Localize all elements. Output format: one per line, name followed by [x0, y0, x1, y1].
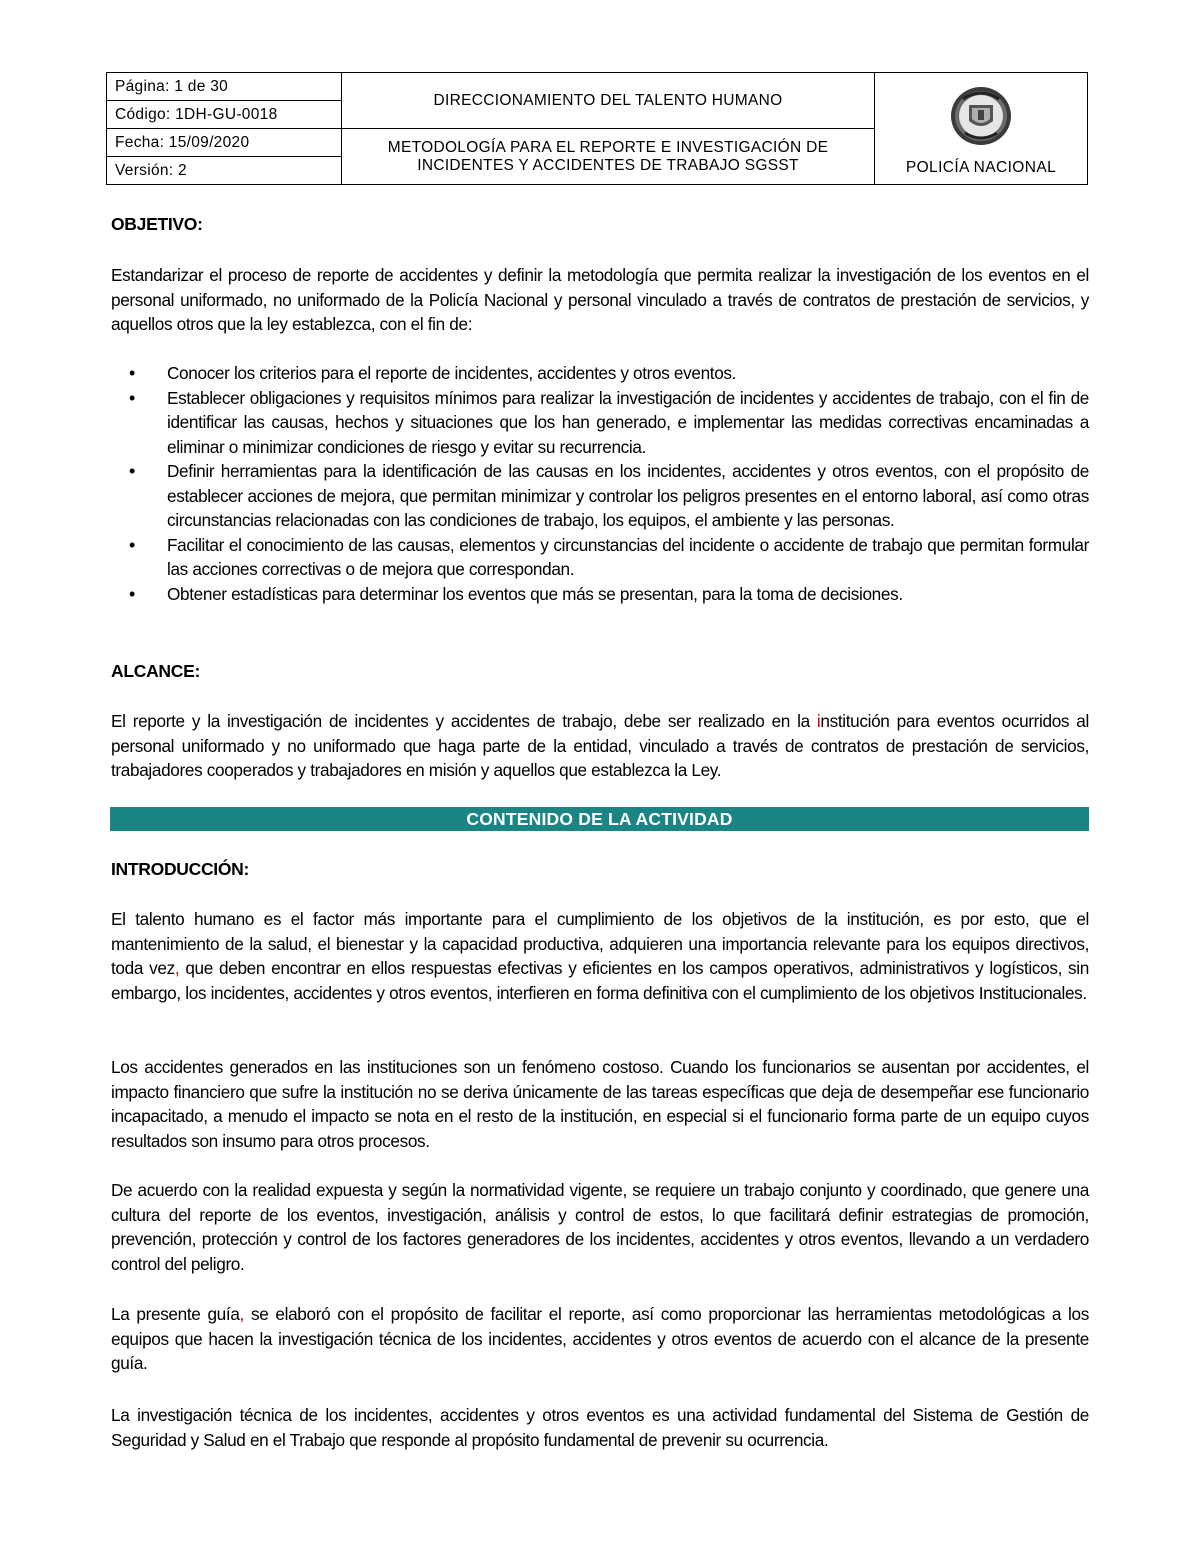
list-item: • Definir herramientas para la identificación de las causas en los incidentes, accidentes y otros eventos, con el propósito de establecer acciones de mejora, que permitan minimizar y controlar los peligros presentes en el entorno laboral, así como otras circunstancias relacionadas con las condiciones de trabajo, los equipos, el ambiente y las personas.: [111, 459, 1089, 533]
alcance-heading: ALCANCE:: [111, 661, 200, 681]
department-title: DIRECCIONAMIENTO DEL TALENTO HUMANO: [342, 73, 875, 129]
intro-p1-red: ,: [174, 958, 180, 978]
list-item: • Establecer obligaciones y requisitos mínimos para realizar la investigación de incidentes y accidentes de trabajo, con el fin de identificar las causas, hechos y situaciones que los han generado, e implementar las medidas correctivas encaminadas a eliminar o minimizar condiciones de riesgo y evitar su recurrencia.: [111, 386, 1089, 460]
document-title: [342, 129, 875, 185]
intro-p1-text-1: El talento humano es el factor más importante para el cumplimiento de los objetivos de la institución, es por esto, que el mantenimiento de la salud, el bienestar y la capacidad productiva, adquieren una importancia relevante para los equipos directivos, toda vez: [111, 909, 1089, 978]
document-title-line-1: METODOLOGÍA PARA EL REPORTE E INVESTIGACIÓN DE: [387, 138, 829, 156]
alcance-text-red: i: [816, 711, 821, 731]
organization-name: POLICÍA NACIONAL: [905, 159, 1057, 176]
document-version: Versión: 2: [107, 157, 342, 185]
section-banner: CONTENIDO DE LA ACTIVIDAD: [110, 807, 1089, 831]
alcance-paragraph: [111, 709, 1089, 783]
document-date: Fecha: 15/09/2020: [107, 129, 342, 157]
introduccion-heading: INTRODUCCIÓN:: [111, 859, 250, 879]
page-number: Página: 1 de 30: [107, 73, 342, 101]
logo-cell: [875, 73, 1088, 185]
objetivo-bullet-list: [111, 361, 1089, 606]
intro-p4-text-1: La presente guía: [111, 1304, 240, 1324]
list-item: • Conocer los criterios para el reporte de incidentes, accidentes y otros eventos.: [111, 361, 1089, 386]
document-code: Código: 1DH-GU-0018: [107, 101, 342, 129]
intro-p4-red: ,: [239, 1304, 244, 1324]
objetivo-heading: OBJETIVO:: [111, 214, 203, 234]
alcance-text-2: nstitución para eventos ocurridos al personal uniformado y no uniformado que haga parte de la entidad, vinculado a través de contratos de prestación de servicios, trabajadores cooperados y trabajadores en misión y aquellos que establezca la Ley.: [111, 711, 1089, 780]
introduccion-paragraph-4: [111, 1302, 1089, 1376]
intro-p4-text-2: se elaboró con el propósito de facilitar el reporte, así como proporcionar las herramientas metodológicas a los equipos que hacen la investigación técnica de los incidentes, accidentes y otros eventos de acuerdo con el alcance de la presente guía.: [111, 1304, 1089, 1373]
introduccion-paragraph-3: De acuerdo con la realidad expuesta y según la normatividad vigente, se requiere un trabajo conjunto y coordinado, que genere una cultura del reporte de los eventos, investigación, análisis y control de estos, lo que facilitará definir estrategias de promoción, prevención, protección y control de los factores generadores de los incidentes, accidentes y otros eventos, llevando a un verdadero control del peligro.: [111, 1180, 1089, 1274]
objetivo-paragraph: Estandarizar el proceso de reporte de accidentes y definir la metodología que permita realizar la investigación de los eventos en el personal uniformado, no uniformado de la Policía Nacional y personal vinculado a través de contratos de prestación de servicios, y aquellos otros que la ley establezca, con el fin de:: [111, 265, 1089, 334]
document-title-line-2: INCIDENTES Y ACCIDENTES DE TRABAJO SGSST: [417, 156, 799, 174]
intro-p1-text-2: que deben encontrar en ellos respuestas efectivas y eficientes en los campos operativos, administrativos y logísticos, sin embargo, los incidentes, accidentes y otros eventos, interfieren en forma definitiva con el cumplimiento de los objetivos Institucionales.: [111, 958, 1089, 1003]
list-item: • Facilitar el conocimiento de las causas, elementos y circunstancias del incidente o accidente de trabajo que permitan formular las acciones correctivas o de mejora que correspondan.: [111, 533, 1089, 582]
introduccion-paragraph-5: La investigación técnica de los incidentes, accidentes y otros eventos es una actividad fundamental del Sistema de Gestión de Seguridad y Salud en el Trabajo que responde al propósito fundamental de prevenir su ocurrencia.: [111, 1405, 1089, 1450]
introduccion-paragraph-2: Los accidentes generados en las instituciones son un fenómeno costoso. Cuando los funcionarios se ausentan por accidentes, el impacto financiero que sufre la institución no se deriva únicamente de las tareas específicas que deja de desempeñar ese funcionario incapacitado, a menudo el impacto se nota en el resto de la institución, en especial si el funcionario forma parte de un equipo cuyos resultados son insumo para otros procesos.: [111, 1057, 1089, 1151]
list-item: • Obtener estadísticas para determinar los eventos que más se presentan, para la toma de decisiones.: [111, 582, 1089, 607]
alcance-text-1: El reporte y la investigación de incidentes y accidentes de trabajo, debe ser realizado en la: [111, 711, 817, 731]
police-seal-icon: [949, 83, 1013, 147]
document-header: [106, 72, 1088, 185]
introduccion-paragraph-1: [111, 907, 1089, 1005]
